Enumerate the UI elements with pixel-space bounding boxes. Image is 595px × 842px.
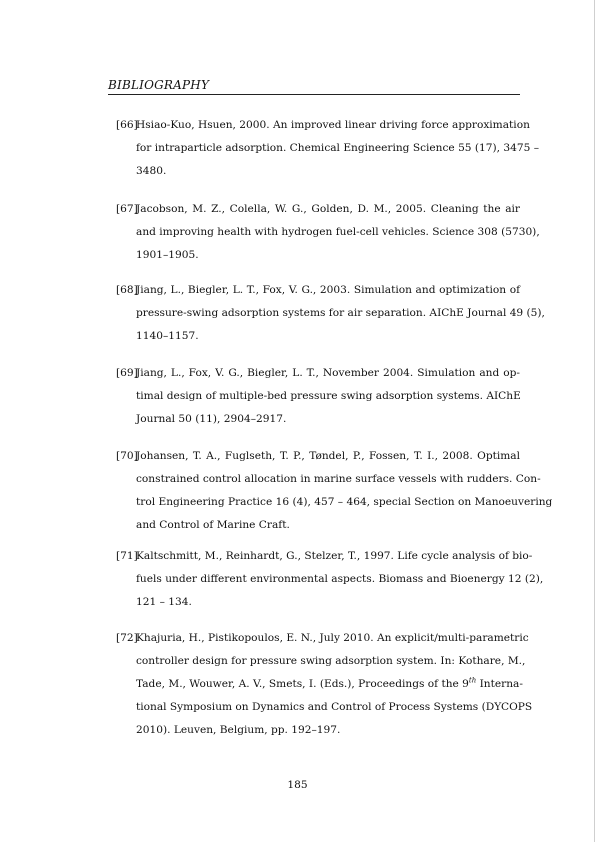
reference-line: Journal 50 (11), 2904–2917.: [136, 413, 287, 425]
reference-line: 121 – 134.: [136, 596, 192, 608]
reference-number: [67]: [116, 203, 138, 215]
reference-entry: [108, 445, 553, 537]
reference-line-text: Interna-: [476, 678, 523, 690]
reference-line: 1140–1157.: [136, 330, 199, 342]
reference-number: [66]: [116, 119, 138, 131]
reference-number: [69]: [116, 367, 138, 379]
reference-line: Jiang, L., Biegler, L. T., Fox, V. G., 2003. Simulation and optimization of: [136, 284, 520, 296]
reference-line: Jiang, L., Fox, V. G., Biegler, L. T., November 2004. Simulation and op-: [136, 367, 520, 379]
reference-line: timal design of multiple-bed pressure swing adsorption systems. AIChE: [136, 390, 521, 402]
reference-line: and improving health with hydrogen fuel-cell vehicles. Science 308 (5730),: [136, 226, 540, 238]
reference-line: Johansen, T. A., Fuglseth, T. P., Tøndel, P., Fossen, T. I., 2008. Optimal: [136, 450, 520, 462]
reference-line: [108, 673, 523, 696]
reference-line: 1901–1905.: [136, 249, 199, 261]
header-rule: [108, 94, 520, 95]
reference-entry: [108, 362, 520, 431]
reference-entry: [108, 279, 545, 348]
reference-entry: [108, 627, 533, 742]
reference-line: Hsiao-Kuo, Hsuen, 2000. An improved linear driving force approximation: [136, 119, 530, 131]
reference-entry: [108, 198, 540, 267]
reference-line: for intraparticle adsorption. Chemical Engineering Science 55 (17), 3475 –: [136, 142, 540, 154]
reference-line: constrained control allocation in marine surface vessels with rudders. Con-: [136, 473, 541, 485]
reference-line: trol Engineering Practice 16 (4), 457 – 464, special Section on Manoeuvering: [136, 496, 553, 508]
reference-line: 2010). Leuven, Belgium, pp. 192–197.: [136, 724, 341, 736]
reference-line: pressure-swing adsorption systems for air separation. AIChE Journal 49 (5),: [136, 307, 545, 319]
reference-entry: [108, 545, 544, 614]
reference-line: tional Symposium on Dynamics and Control of Process Systems (DYCOPS: [136, 701, 533, 713]
reference-line: and Control of Marine Craft.: [136, 519, 290, 531]
reference-line: fuels under different environmental aspects. Biomass and Bioenergy 12 (2),: [136, 573, 544, 585]
reference-number: [68]: [116, 284, 138, 296]
superscript: th: [468, 676, 477, 685]
reference-number: [71]: [116, 550, 138, 562]
reference-number: [70]: [116, 450, 138, 462]
reference-entry: [108, 114, 540, 183]
reference-line: Kaltschmitt, M., Reinhardt, G., Stelzer, T., 1997. Life cycle analysis of bio-: [136, 550, 533, 562]
reference-line: Jacobson, M. Z., Colella, W. G., Golden, D. M., 2005. Cleaning the air: [136, 203, 520, 215]
reference-line: Khajuria, H., Pistikopoulos, E. N., July 2010. An explicit/multi-parametric: [136, 632, 529, 644]
reference-line: 3480.: [136, 165, 167, 177]
reference-number: [72]: [116, 632, 138, 644]
running-header-title: BIBLIOGRAPHY: [108, 78, 210, 92]
reference-line: controller design for pressure swing adsorption system. In: Kothare, M.,: [136, 655, 526, 667]
reference-line-text: Tade, M., Wouwer, A. V., Smets, I. (Eds.), Proceedings of the 9: [136, 678, 469, 690]
page-number: 185: [287, 779, 308, 791]
